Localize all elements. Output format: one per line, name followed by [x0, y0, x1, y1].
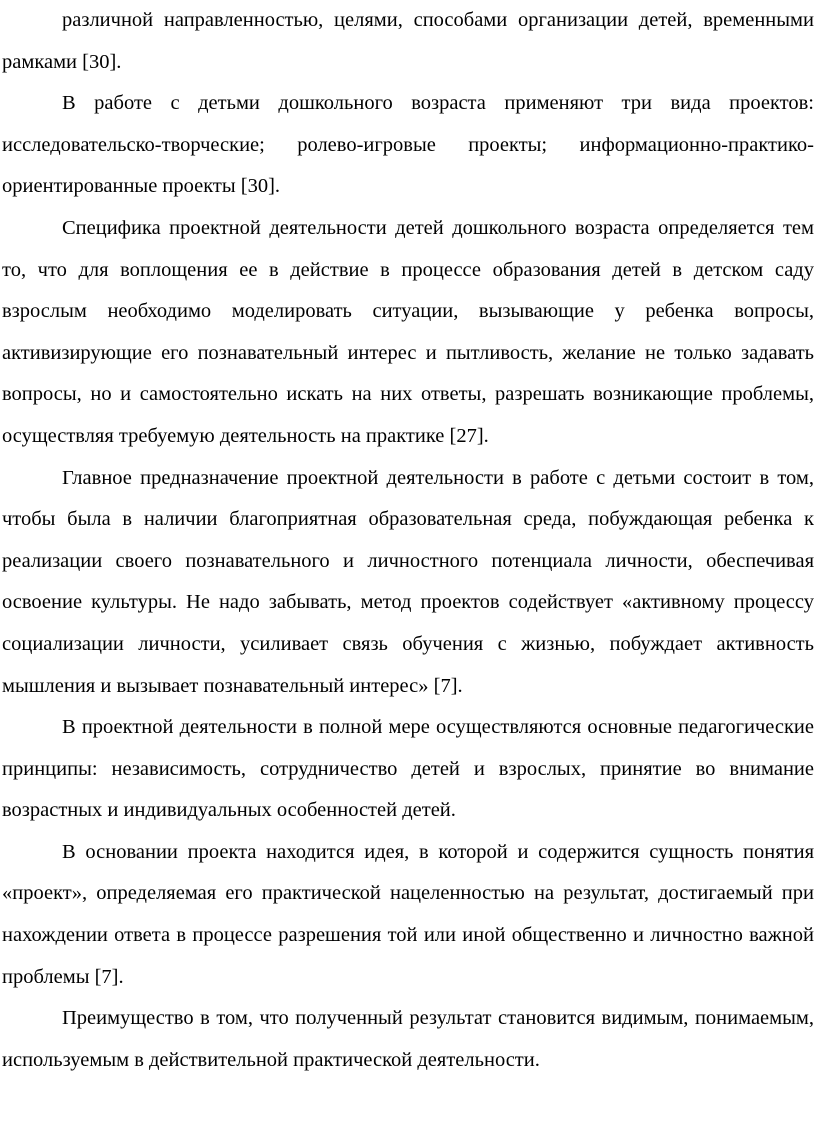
paragraph-1: различной направленностью, целями, способами организации детей, временными рамками [30]. — [2, 9, 814, 73]
paragraph-6: В основании проекта находится идея, в которой и содержится сущность понятия «проект», определяемая его практической нацеленностью на результат, достигаемый при нахождении ответа в процессе разрешения той или иной общественно и личностно важной проблемы [7]. — [2, 840, 814, 988]
paragraph-7: Преимущество в том, что полученный результат становится видимым, понимаемым, используемым в действительной практической деятельности. — [2, 1007, 814, 1071]
paragraph-5: В проектной деятельности в полной мере осуществляются основные педагогические принципы: независимость, сотрудничество детей и взрослых, принятие во внимание возрастных и индивидуальных особенностей детей. — [2, 716, 814, 822]
paragraph-4: Главное предназначение проектной деятельности в работе с детьми состоит в том, чтобы была в наличии благоприятная образовательная среда, побуждающая ребенка к реализации своего познавательного и личностного потенциала личности, обеспечивая освоение культуры. Не надо забывать, метод проектов содействует «активному процессу социализации личности, усиливает связь обучения с жизнью, побуждает активность мышления и вызывает познавательный интерес» [7]. — [2, 466, 814, 697]
paragraph-2: В работе с детьми дошкольного возраста применяют три вида проектов: исследовательско-творческие; ролево-игровые проекты; информационно-практико-ориентированные проекты [30]. — [2, 92, 814, 198]
paragraph-3: Специфика проектной деятельности детей дошкольного возраста определяется тем то, что для воплощения ее в действие в процессе образования детей в детском саду взрослым необходимо моделировать ситуации, вызывающие у ребенка вопросы, активизирующие его познавательный интерес и пытливость, желание не только задавать вопросы, но и самостоятельно искать на них ответы, разрешать возникающие проблемы, осуществляя требуемую деятельность на практике [27]. — [2, 216, 814, 447]
